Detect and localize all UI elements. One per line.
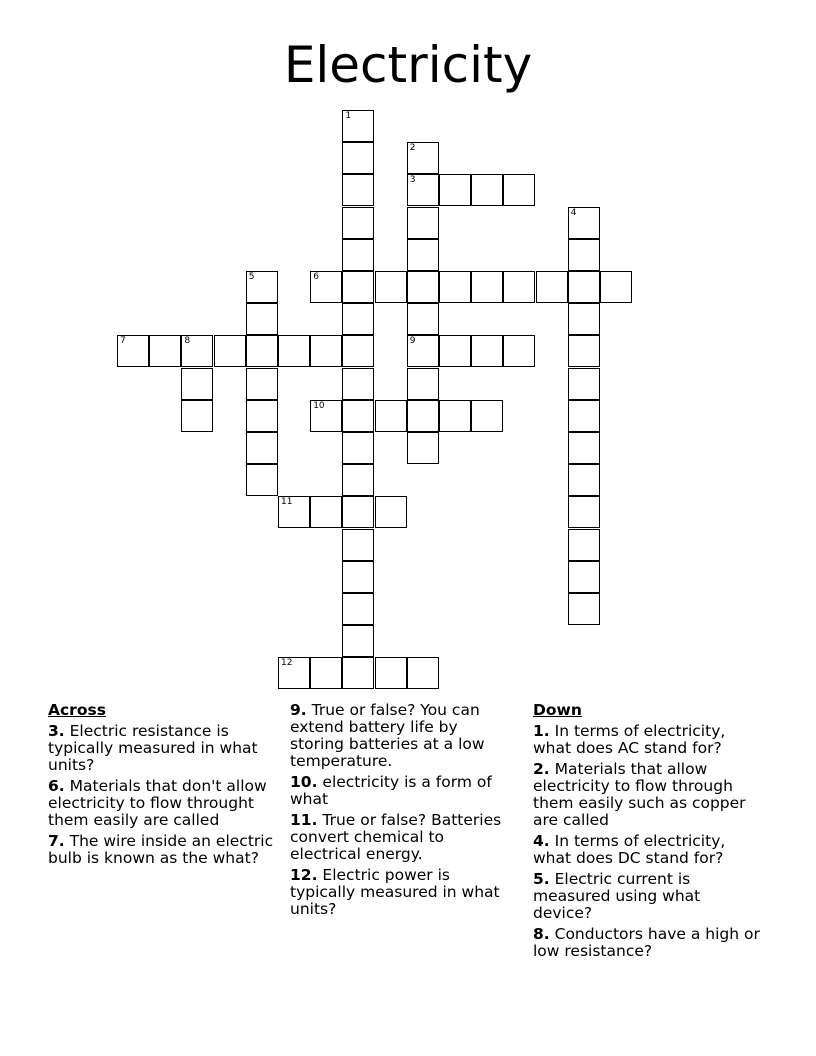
grid-cell[interactable] [246, 432, 278, 464]
grid-cell[interactable] [407, 335, 439, 367]
grid-cell[interactable] [342, 657, 374, 689]
grid-cell[interactable] [181, 400, 213, 432]
grid-cell[interactable] [278, 335, 310, 367]
grid-cell[interactable] [214, 335, 246, 367]
grid-cell[interactable] [246, 464, 278, 496]
page-title: Electricity [283, 36, 533, 94]
grid-cell[interactable] [568, 593, 600, 625]
clue-across-10: 10. electricity is a form of what [290, 773, 492, 808]
grid-cell[interactable] [439, 400, 471, 432]
grid-cell[interactable] [568, 529, 600, 561]
grid-cell[interactable] [181, 335, 213, 367]
clue-number: 7 [120, 336, 126, 347]
grid-cell[interactable] [375, 400, 407, 432]
grid-cell[interactable] [342, 496, 374, 528]
grid-cell[interactable] [407, 657, 439, 689]
grid-cell[interactable] [407, 239, 439, 271]
clue-across-11: 11. True or false? Batteries convert chemical to electrical energy. [290, 811, 502, 863]
grid-cell[interactable] [342, 400, 374, 432]
across-clues [48, 702, 282, 871]
grid-cell[interactable] [568, 368, 600, 400]
grid-cell[interactable] [342, 432, 374, 464]
grid-cell[interactable] [278, 496, 310, 528]
grid-cell[interactable] [149, 335, 181, 367]
grid-cell[interactable] [246, 368, 278, 400]
grid-cell[interactable] [342, 464, 374, 496]
down-clues [533, 702, 761, 964]
across-heading: Across [48, 701, 106, 719]
grid-cell[interactable] [342, 625, 374, 657]
grid-cell[interactable] [310, 335, 342, 367]
grid-cell[interactable] [342, 142, 374, 174]
grid-cell[interactable] [407, 368, 439, 400]
grid-cell[interactable] [568, 303, 600, 335]
grid-cell[interactable] [278, 657, 310, 689]
clue-across-12: 12. Electric power is typically measured in what units? [290, 866, 500, 918]
clue-number: 6 [313, 272, 319, 282]
grid-cell[interactable] [342, 303, 374, 335]
clue-down-2: 2. Materials that allow electricity to flow through them easily such as copper are called [533, 760, 746, 829]
grid-cell[interactable] [246, 271, 278, 303]
grid-cell[interactable] [407, 174, 439, 206]
clue-across-6: 6. Materials that don't allow electricity to flow throught them easily are called [48, 777, 267, 829]
grid-cell[interactable] [246, 335, 278, 367]
grid-cell[interactable] [568, 464, 600, 496]
clue-down-4: 4. In terms of electricity, what does DC stand for? [533, 832, 726, 867]
clue-number: 5 [248, 272, 255, 282]
grid-cell[interactable] [471, 335, 503, 367]
clue-number: 2 [409, 143, 416, 154]
grid-cell[interactable] [568, 335, 600, 367]
grid-cell[interactable] [568, 239, 600, 271]
grid-cell[interactable] [375, 657, 407, 689]
grid-cell[interactable] [246, 303, 278, 335]
grid-cell[interactable] [407, 207, 439, 239]
grid-cell[interactable] [471, 400, 503, 432]
grid-cell[interactable] [310, 657, 342, 689]
clue-across-7: 7. The wire inside an electric bulb is known as the what? [48, 832, 274, 867]
grid-cell[interactable] [407, 303, 439, 335]
grid-cell[interactable] [568, 400, 600, 432]
grid-cell[interactable] [568, 432, 600, 464]
clue-number: 4 [570, 207, 577, 218]
grid-cell[interactable] [568, 496, 600, 528]
clue-across-3: 3. Electric resistance is typically measured in what units? [48, 722, 258, 774]
grid-cell[interactable] [407, 400, 439, 432]
grid-cell[interactable] [310, 496, 342, 528]
grid-cell[interactable] [310, 400, 342, 432]
grid-cell[interactable] [342, 271, 374, 303]
grid-cell[interactable] [342, 561, 374, 593]
grid-cell[interactable] [310, 271, 342, 303]
clue-number: 1 [345, 111, 352, 121]
clue-number: 8 [184, 336, 191, 347]
grid-cell[interactable] [600, 271, 632, 303]
clue-number: 12 [281, 658, 293, 669]
grid-cell[interactable] [342, 529, 374, 561]
across-clues-continued [290, 702, 516, 922]
grid-cell[interactable] [407, 432, 439, 464]
grid-cell[interactable] [439, 335, 471, 367]
grid-cell[interactable] [407, 142, 439, 174]
clue-number: 3 [409, 175, 416, 186]
grid-cell[interactable] [342, 110, 374, 142]
grid-cell[interactable] [342, 207, 374, 239]
grid-cell[interactable] [117, 335, 149, 367]
grid-cell[interactable] [568, 561, 600, 593]
grid-cell[interactable] [503, 271, 535, 303]
grid-cell[interactable] [342, 593, 374, 625]
grid-cell[interactable] [246, 400, 278, 432]
clue-number: 9 [409, 336, 416, 347]
clue-down-5: 5. Electric current is measured using what device? [533, 870, 701, 922]
grid-cell[interactable] [568, 207, 600, 239]
grid-cell[interactable] [503, 174, 535, 206]
down-heading: Down [533, 701, 582, 719]
grid-cell[interactable] [375, 271, 407, 303]
grid-cell[interactable] [342, 239, 374, 271]
grid-cell[interactable] [471, 174, 503, 206]
grid-cell[interactable] [568, 271, 600, 303]
grid-cell[interactable] [375, 496, 407, 528]
grid-cell[interactable] [503, 335, 535, 367]
clue-down-8: 8. Conductors have a high or low resistance? [533, 925, 760, 960]
grid-cell[interactable] [342, 174, 374, 206]
grid-cell[interactable] [471, 271, 503, 303]
grid-cell[interactable] [342, 368, 374, 400]
grid-cell[interactable] [407, 271, 439, 303]
grid-cell[interactable] [439, 271, 471, 303]
clue-number: 10 [313, 400, 325, 411]
grid-cell[interactable] [342, 335, 374, 367]
clue-number: 11 [281, 497, 293, 508]
grid-cell[interactable] [181, 368, 213, 400]
grid-cell[interactable] [536, 271, 568, 303]
grid-cell[interactable] [439, 174, 471, 206]
clue-across-9: 9. True or false? You can extend battery life by storing batteries at a low temperature. [290, 701, 485, 770]
clue-down-1: 1. In terms of electricity, what does AC stand for? [533, 722, 726, 757]
